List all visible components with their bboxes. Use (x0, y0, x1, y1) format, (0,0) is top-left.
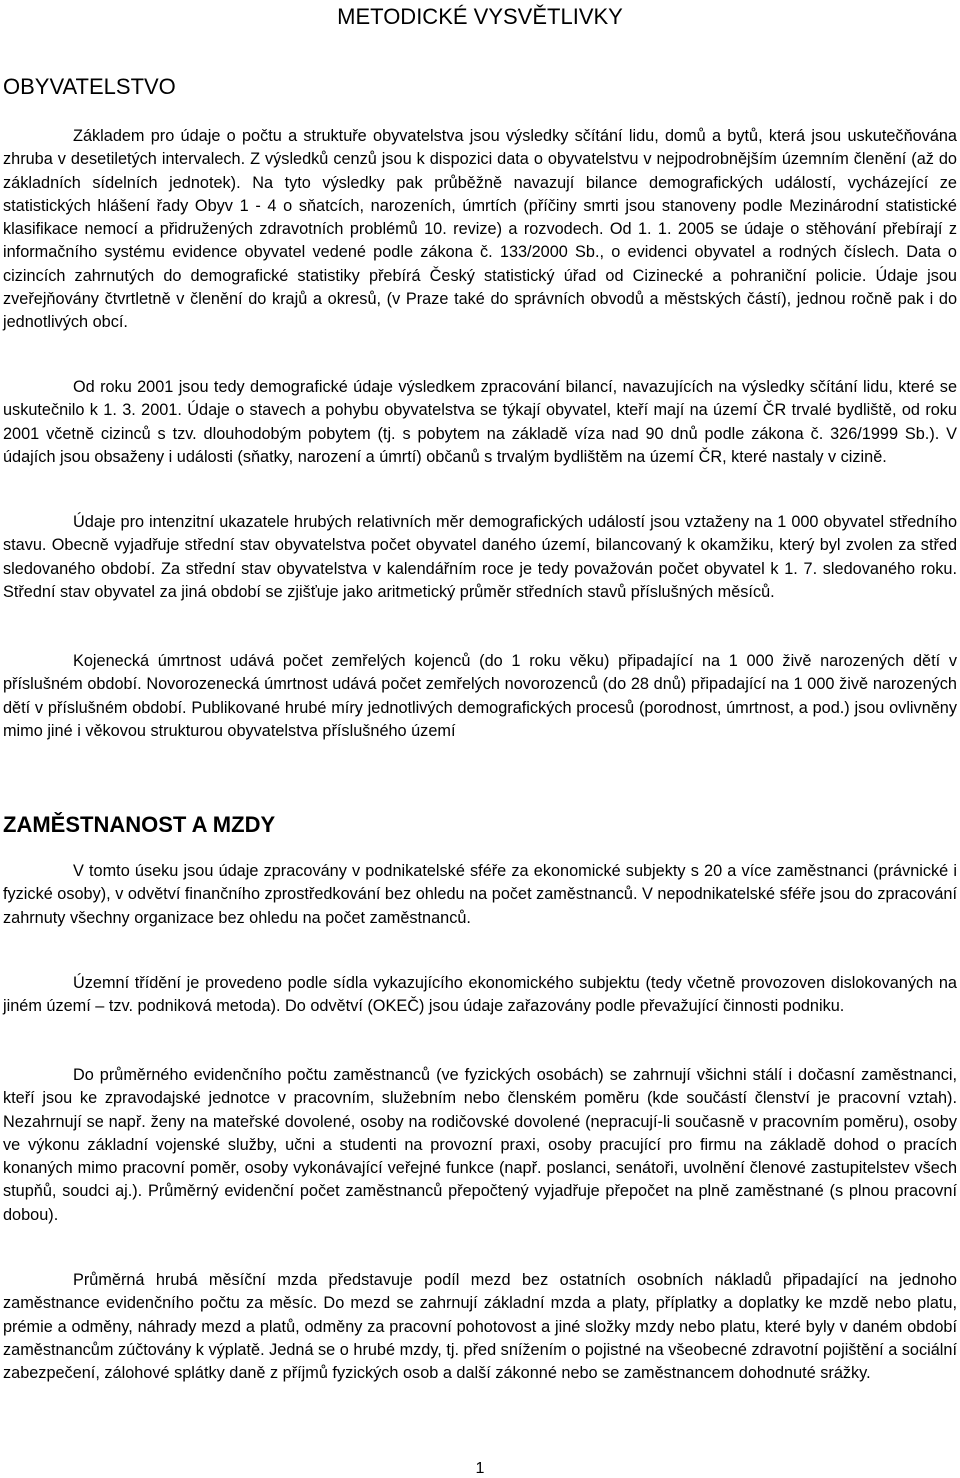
paragraph-average-gross-wage: Průměrná hrubá měsíční mzda představuje podíl mezd bez ostatních osobních nákladů připadající na jednoho zaměstnance evidenčního počtu za měsíc. Do mezd se zahrnují základní mzda a platy, příplatky a doplatky ke mzdě nebo platu, prémie a odměny, náhrady mezd a platů, odměny za pracovní pohotovost a jiné složky mzdy nebo platu, které byly v daném období zaměstnancům zúčtovány k výplatě. Jedná se o hrubé mzdy, tj. před snížením o pojistné na všeobecné zdravotní pojištění a sociální zabezpečení, zálohové splátky daně z příjmů fyzických osob a další zákonné nebo se zaměstnancem dohodnuté srážky. (3, 1271, 957, 1383)
paragraph-employment-scope: V tomto úseku jsou údaje zpracovány v podnikatelské sféře za ekonomické subjekty s 20 a více zaměstnanci (právnické i fyzické osoby), v odvětví finančního zprostředkování bez ohledu na počet zaměstnanců. V nepodnikatelské sféře jsou do zpracování zahrnuty všechny organizace bez ohledu na počet zaměstnanců. (3, 862, 957, 927)
paragraph-census-sources: Základem pro údaje o počtu a struktuře obyvatelstva jsou výsledky sčítání lidu, domů a bytů, která jsou uskutečňována zhruba v desetiletých intervalech. Z výsledků cenzů jsou k dispozici data o obyvatelstvu v nejpodrobnějším územním členění (až do základních sídelních jednotek). Na tyto výsledky pak průběžně navazují bilance demografických událostí, vycházející ze statistických hlášení řady Obyv 1 - 4 o sňatcích, narozeních, úmrtích (příčiny smrti jsou stanoveny podle Mezinárodní statistické klasifikace nemocí a přidružených zdravotních problémů 10. revize) a rozvodech. Od 1. 1. 2005 se údaje o stěhování přebírají z informačního systému evidence obyvatel vedené podle zákona č. 133/2000 Sb., o evidenci obyvatel a rodných číslech. Data o cizincích zahrnutých do demografické statistiky přebírá Český statistický úřad od Cizinecké a pohraniční policie. Údaje jsou zveřejňovány čtvrtletně v členění do krajů a okresů, (v Praze také do správních obvodů a městských částí), jednou ročně pak i do jednotlivých obcí. (3, 127, 957, 332)
section-heading-zamestnanost-a-mzdy: ZAMĚSTNANOST A MZDY (3, 812, 276, 837)
paragraph-territorial-classification: Územní třídění je provedeno podle sídla vykazujícího ekonomického subjektu (tedy včetně provozoven dislokovaných na jiném území – tzv. podniková metoda). Do odvětví (OKEČ) jsou údaje zařazovány podle převažující činnosti podniku. (3, 974, 957, 1016)
section-heading-obyvatelstvo: OBYVATELSTVO (3, 74, 176, 99)
paragraph-mid-year-population: Údaje pro intenzitní ukazatele hrubých relativních měr demografických událostí jsou vztaženy na 1 000 obyvatel středního stavu. Obecně vyjadřuje střední stav obyvatelstva počet obyvatel daného území, bilancovaný k okamžiku, který byl zvolen za střed sledovaného období. Za střední stav obyvatelstva v kalendářním roce je tedy považován počet obyvatel k 1. 7. sledovaného roku. Střední stav obyvatel za jiná období se zjišťuje jako aritmetický průměr středních stavů příslušných měsíců. (3, 513, 957, 601)
document-title: METODICKÉ VYSVĚTLIVKY (337, 4, 623, 29)
paragraph-infant-mortality: Kojenecká úmrtnost udává počet zemřelých kojenců (do 1 roku věku) připadající na 1 000 živě narozených dětí v příslušném období. Novorozenecká úmrtnost udává počet zemřelých novorozenců (do 28 dnů) připadající na 1 000 živě narozených dětí v příslušném období. Publikované hrubé míry jednotlivých demografických procesů (porodnost, úmrtnost, a pod.) jsou ovlivněny mimo jiné i věkovou strukturou obyvatelstva příslušného území (3, 652, 957, 740)
page-number: 1 (475, 1460, 485, 1477)
paragraph-demographic-data-2001: Od roku 2001 jsou tedy demografické údaje výsledkem zpracování bilancí, navazujících na výsledky sčítání lidu, které se uskutečnilo k 1. 3. 2001. Údaje o stavech a pohybu obyvatelstva se týkají obyvatel, kteří mají na území ČR trvalé bydliště, od roku 2001 včetně cizinců s tzv. dlouhodobým pobytem (tj. s pobytem na základě víza nad 90 dnů podle zákona č. 326/1999 Sb.). V údajích jsou obsaženy i události (sňatky, narození a úmrtí) občanů s trvalým bydlištěm na území ČR, které nastaly v cizině. (3, 378, 957, 466)
paragraph-average-employee-count: Do průměrného evidenčního počtu zaměstnanců (ve fyzických osobách) se zahrnují všichni stálí i dočasní zaměstnanci, kteří jsou ke zpravodajské jednotce v pracovním, služebním nebo členském poměru (kde součástí členství je pracovní vztah). Nezahrnují se např. ženy na mateřské dovolené, osoby na rodičovské dovolené (nepracují-li současně v pracovním poměru), osoby ve výkonu základní vojenské služby, učni a studenti na provozní praxi, osoby pracující pro firmu na základě dohod o pracích konaných mimo pracovní poměr, osoby vykonávající veřejné funkce (např. poslanci, senátoři, uvolnění členové zastupitelstev všech stupňů, soudci aj.). Průměrný evidenční počet zaměstnanců přepočtený vyjadřuje přepočet na plně zaměstnané (s plnou pracovní dobou). (3, 1066, 957, 1224)
